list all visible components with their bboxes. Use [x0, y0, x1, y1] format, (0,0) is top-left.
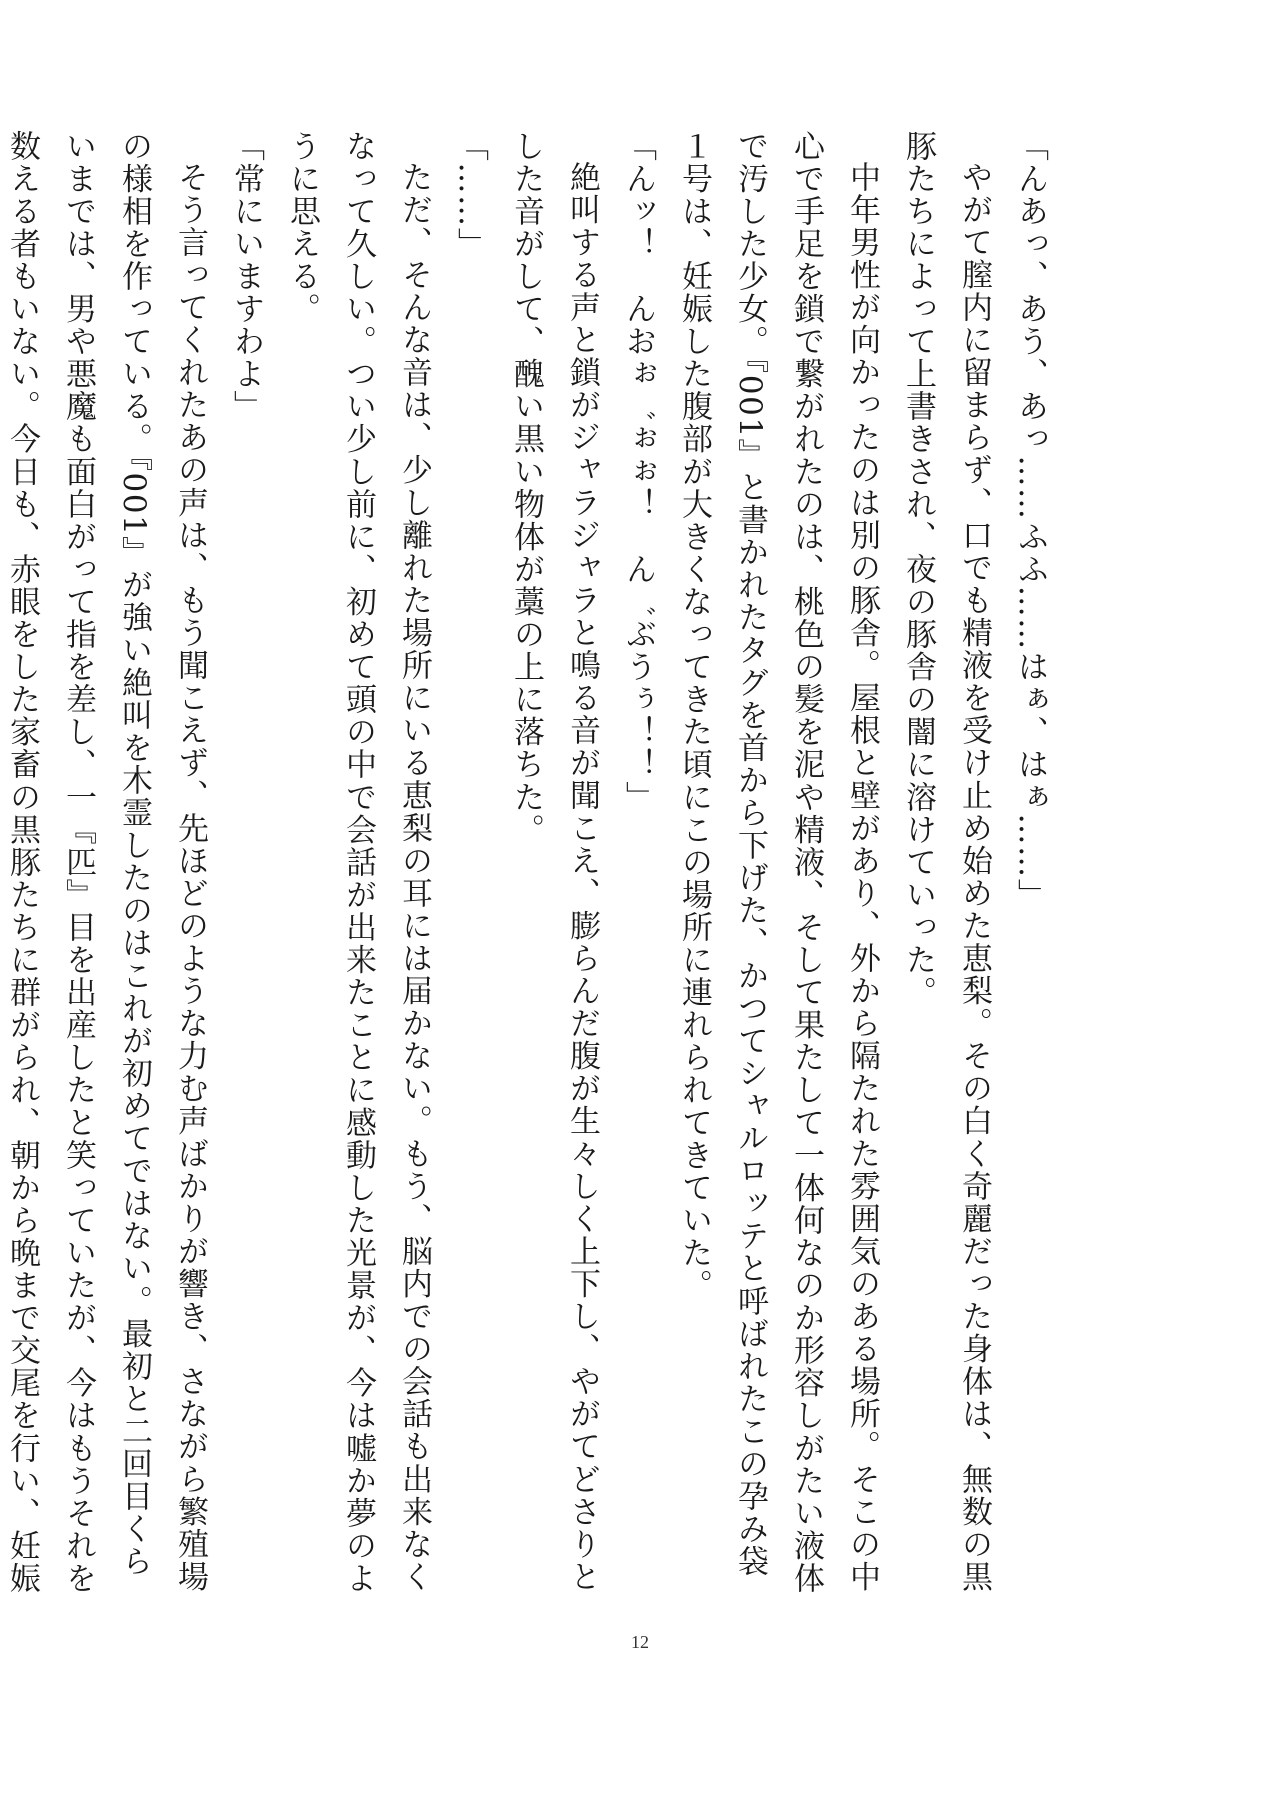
- dialogue-line-3: 「……」: [452, 130, 488, 261]
- dialogue-line-2: 「んッ！ んおぉ゛ぉぉ！ ん゛ぶうぅ！！」: [620, 130, 656, 814]
- dialogue-line-4: 「常にいますわよ」: [228, 130, 264, 423]
- narration-paragraph-4: ただ、そんな音は、少し離れた場所にいる恵梨の耳には届かない。もう、脳内での会話も出来なくなって久しい。つい少し前に、初めて頭の中で会話が出来たことに感動した光景が、今は嘘か夢のように思える。: [284, 130, 432, 1595]
- dialogue-line-1: 「んあっ、あう、あっ……ふふ……はぁ、はぁ……」: [1012, 130, 1048, 912]
- page-number: 12: [631, 1632, 649, 1652]
- narration-paragraph-3: 絶叫する声と鎖がジャラジャラと鳴る音が聞こえ、膨らんだ腹が生々しく上下し、やがてどさりとした音がして、醜い黒い物体が藁の上に落ちた。: [508, 130, 600, 1594]
- narration-paragraph-1: やがて膣内に留まらず、口でも精液を受け止め始めた恵梨。その白く奇麗だった身体は、無数の黒豚たちによって上書きされ、夜の豚舎の闇に溶けていった。: [900, 130, 992, 1594]
- vertical-text-body: [0, 130, 1058, 1610]
- narration-paragraph-5: そう言ってくれたあの声は、もう聞こえず、先ほどのような力む声ばかりが響き、さながら繁殖場の様相を作っている。『001』が強い絶叫を木霊したのはこれが初めてではない。最初と二回目くらいまでは、男や悪魔も面白がって指を差し、一『匹』目を出産したと笑っていたが、今はもうそれを数える者もいない。今日も、赤眼をした家畜の黒豚たちに群がられ、朝から晩まで交尾を行い、妊娠: [4, 130, 208, 1595]
- narration-paragraph-2: 中年男性が向かったのは別の豚舎。屋根と壁があり、外から隔たれた雰囲気のある場所。そこの中心で手足を鎖で繋がれたのは、桃色の髪を泥や精液、そして果たして一体何なのか形容しがたい液体で汚した少女。『001』と書かれたタグを首から下げた、かつてシャルロッテと呼ばれたこの孕み袋１号は、妊娠した腹部が大きくなってきた頃にこの場所に連れられてきていた。: [676, 130, 880, 1595]
